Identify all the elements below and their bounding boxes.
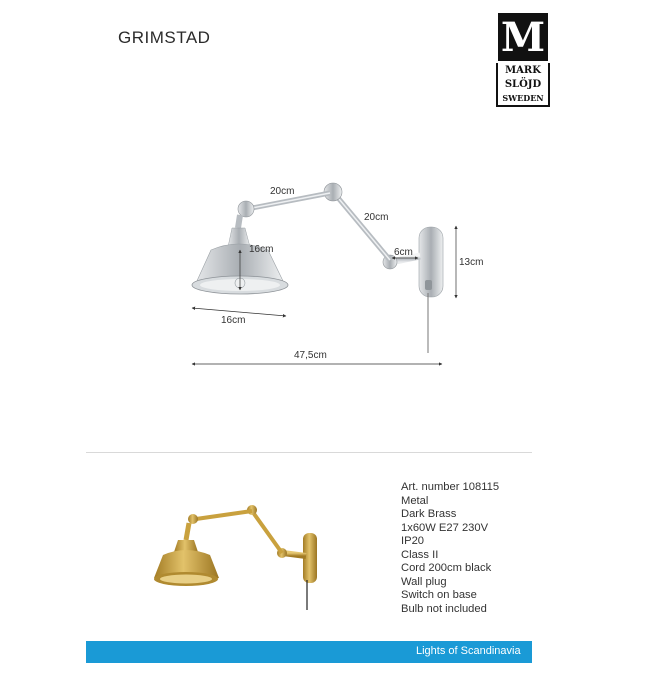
logo-line-3: SWEDEN <box>502 93 544 103</box>
logo-letter: M <box>498 13 548 61</box>
spec-item: Art. number 108115 <box>401 481 500 493</box>
product-title: GRIMSTAD <box>118 28 211 47</box>
dim-shade-width-label: 16cm <box>221 315 246 326</box>
footer-bar <box>86 641 532 663</box>
dim-base-width-label: 6cm <box>394 247 413 258</box>
spec-item: Metal <box>401 494 429 507</box>
spec-item: 1x60W E27 230V <box>401 521 489 534</box>
spec-item: Wall plug <box>401 575 447 588</box>
spec-item: Dark Brass <box>401 508 457 520</box>
spec-item: Class II <box>401 548 439 561</box>
spec-item: Switch on base <box>401 589 477 601</box>
dim-shade-height-label: 16cm <box>249 244 274 255</box>
section-divider <box>86 452 532 453</box>
dim-total-length-label: 47,5cm <box>294 350 327 361</box>
spec-item: IP20 <box>401 535 425 547</box>
logo-line-1: MARK <box>505 65 541 76</box>
footer-label: Lights of Scandinavia <box>416 645 521 657</box>
spec-item: Bulb not included <box>401 602 487 615</box>
spec-list <box>401 481 499 616</box>
spec-item: Cord 200cm black <box>401 562 492 574</box>
logo-line-2: SLÖJD <box>504 79 542 90</box>
brass-lamp-photo <box>154 505 317 610</box>
dim-arm2-label: 20cm <box>364 212 389 223</box>
dim-base-height-label: 13cm <box>459 257 484 268</box>
dim-arm1-label: 20cm <box>270 186 295 197</box>
wall-base <box>419 227 443 353</box>
